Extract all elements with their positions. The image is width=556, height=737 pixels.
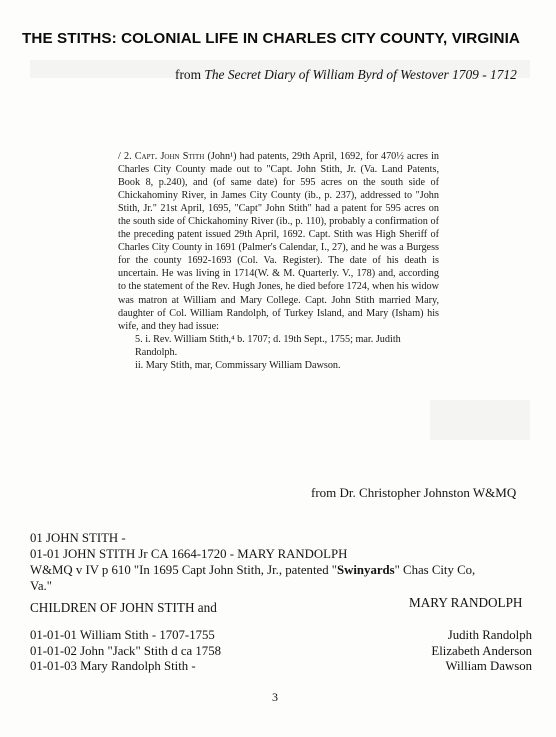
- entry-number: 2.: [123, 151, 132, 162]
- entry-name: Capt. John Stith: [134, 151, 205, 162]
- mother-name: MARY RANDOLPH: [409, 595, 523, 610]
- excerpt-paragraph: [118, 150, 439, 333]
- child-entry: 01-01-01 William Stith - 1707-1755: [30, 628, 215, 642]
- excerpt-child-1: 5. i. Rev. William Stith,⁴ b. 1707; d. 19th Sept., 1755; mar. Judith Randolph.: [135, 333, 401, 358]
- child-entry: 01-01-03 Mary Randolph Stith -: [30, 659, 196, 673]
- genealogy-line: W&MQ v IV p 610 "In 1695 Capt John Stith, Jr., patented "Swinyards" Chas City Co,: [30, 563, 476, 577]
- child-entry: 01-01-02 John "Jack" Stith d ca 1758: [30, 643, 222, 658]
- diary-excerpt: [118, 150, 439, 372]
- page-title: THE STITHS: COLONIAL LIFE IN CHARLES CITY COUNTY, VIRGINIA: [22, 30, 521, 47]
- genealogy-block: [30, 530, 540, 594]
- spouse-list: [431, 628, 532, 675]
- place-name: Swinyards: [337, 563, 395, 577]
- child-spouse: Judith Randolph: [447, 628, 532, 642]
- genealogy-line: 01 JOHN STITH -: [30, 531, 126, 545]
- genealogy-line: 01-01 JOHN STITH Jr CA 1664-1720 - MARY RANDOLPH: [30, 547, 348, 561]
- source-prefix: from: [175, 67, 205, 82]
- bleed-through-shadow: [430, 400, 530, 440]
- child-spouse: William Dawson: [445, 659, 532, 673]
- genealogy-line: Va.": [30, 579, 52, 593]
- children-header: [30, 595, 530, 616]
- source-citation: [175, 67, 535, 83]
- excerpt-child-2: ii. Mary Stith, mar, Commissary William Dawson.: [135, 359, 341, 371]
- secondary-source: from Dr. Christopher Johnston W&MQ: [311, 485, 517, 500]
- page-number: 3: [272, 690, 278, 704]
- children-label: CHILDREN OF JOHN STITH and: [30, 600, 217, 615]
- child-spouse: Elizabeth Anderson: [431, 643, 532, 658]
- source-work-title: The Secret Diary of William Byrd of Westover 1709 - 1712: [204, 67, 517, 82]
- margin-mark: /: [118, 151, 121, 162]
- entry-body: (John¹) had patents, 29th April, 1692, for 470½ acres in Charles City County made out to "Capt. John Stith, Jr. (Va. Land Patents, Book 8, p.240), and (of same date) for 595 acres on the south side of Chickahominy River, in James City County (ib., p. 237), addressed to "John Stith, Jr." 21st April, 1695, "Capt" John Stith" had a patent for 595 acres on the south side of Chickahominy River (ib., p. 110), probably a confirmation of the preceding patent issued 29th April, 1692. Capt. Stith was High Sheriff of Charles City County in 1691 (Palmer's Calendar, I., 27), and he was a Burgess for the county 1692-1693 (Col. Va. Register). The date of his death is uncertain. He was living in 1714(W. & M. Quarterly. V., 178) and, according to the statement of the Rev. Hugh Jones, he died before 1724, when his widow was matron at William and Mary College. Capt. John Stith married Mary, daughter of Col. William Randolph, of Turkey Island, and Mary (Isham) his wife, and they had issue:: [118, 151, 440, 332]
